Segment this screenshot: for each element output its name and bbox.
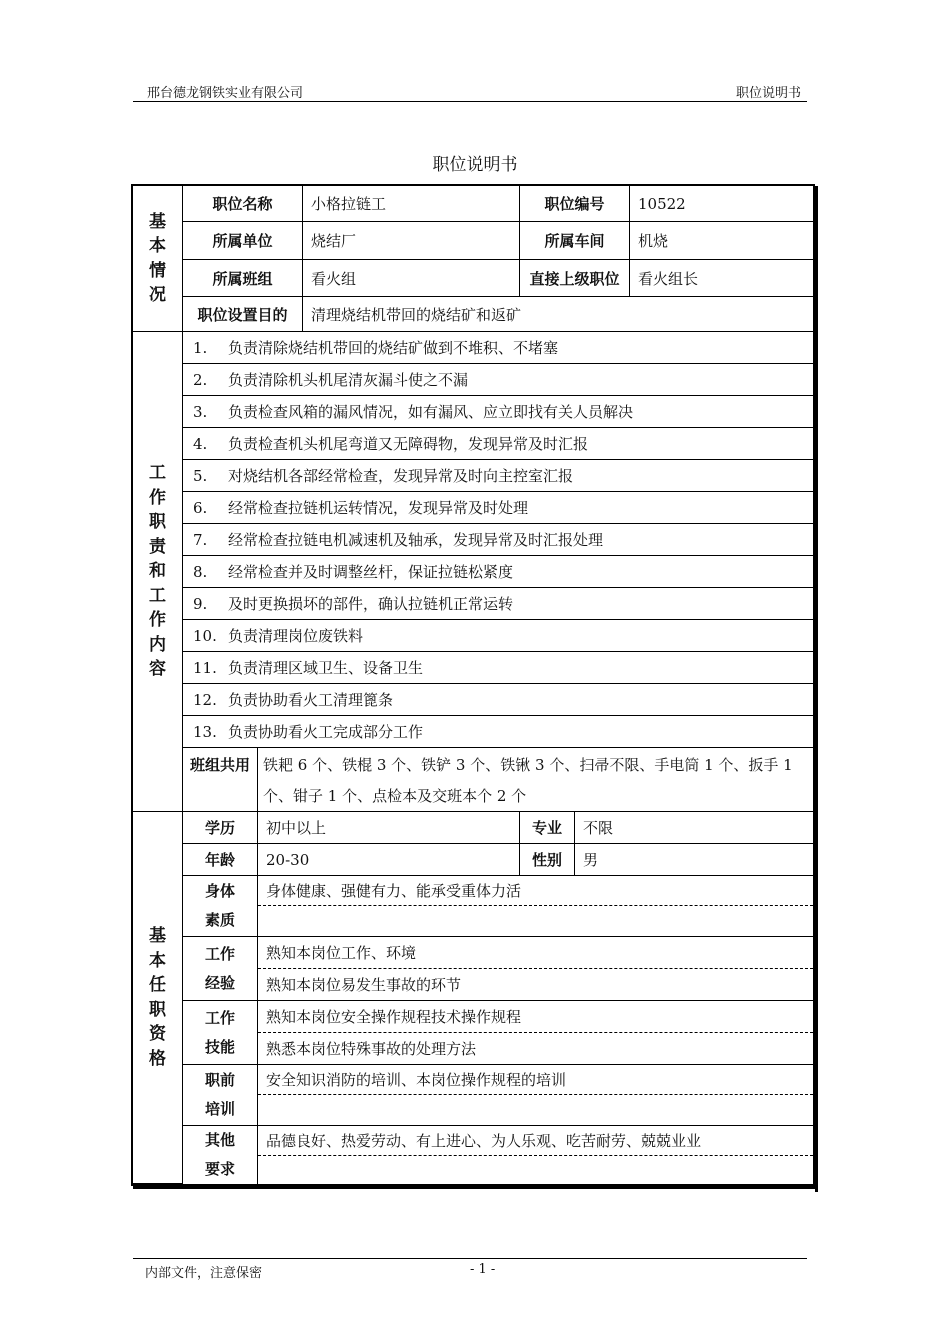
major-label: 专业 <box>520 812 575 844</box>
education-label: 学历 <box>183 812 258 844</box>
gender-value: 男 <box>575 844 813 876</box>
page-title: 职位说明书 <box>432 155 518 175</box>
table-shadow-bottom <box>133 1186 818 1189</box>
physical-quality-line-1: 身体健康、强健有力、能承受重体力活 <box>258 876 813 906</box>
header-rule <box>133 101 807 102</box>
pre-job-training-line-2 <box>258 1095 813 1126</box>
header-doc-type: 职位说明书 <box>736 86 802 101</box>
footer-rule <box>133 1258 807 1259</box>
team-value: 看火组 <box>303 260 520 297</box>
work-skills-line-1: 熟知本岗位安全操作规程技术操作规程 <box>258 1001 813 1033</box>
unit-label: 所属单位 <box>183 222 303 260</box>
team-label: 所属班组 <box>183 260 303 297</box>
duty-item: 2. 负责清除机头机尾清灰漏斗使之不漏 <box>183 364 813 396</box>
position-code-value: 10522 <box>630 186 813 222</box>
workshop-label: 所属车间 <box>520 222 630 260</box>
other-requirements-line-1: 品德良好、热爱劳动、有上进心、为人乐观、吃苦耐劳、兢兢业业 <box>258 1126 813 1156</box>
footer-confidential-note: 内部文件，注意保密 <box>145 1266 263 1281</box>
duty-item: 10. 负责清理岗位废铁料 <box>183 620 813 652</box>
work-experience-line-2: 熟知本岗位易发生事故的环节 <box>258 969 813 1001</box>
superior-label: 直接上级职位 <box>520 260 630 297</box>
header-company: 邢台德龙钢铁实业有限公司 <box>147 86 304 101</box>
gender-label: 性别 <box>520 844 575 876</box>
section-qualifications-label: 基 本 任 职 资 格 <box>133 812 183 1184</box>
other-requirements-line-2 <box>258 1156 813 1184</box>
duty-item: 5. 对烧结机各部经常检查，发现异常及时向主控室汇报 <box>183 460 813 492</box>
duty-item: 8. 经常检查并及时调整丝杆，保证拉链松紧度 <box>183 556 813 588</box>
duty-item: 9. 及时更换损坏的部件，确认拉链机正常运转 <box>183 588 813 620</box>
table-shadow-right <box>815 186 818 1192</box>
education-value: 初中以上 <box>258 812 520 844</box>
physical-quality-label: 身体 素质 <box>183 876 258 937</box>
unit-value: 烧结厂 <box>303 222 520 260</box>
workshop-value: 机烧 <box>630 222 813 260</box>
work-experience-line-1: 熟知本岗位工作、环境 <box>258 937 813 969</box>
section-duties-label: 工 作 职 责 和 工 作 内 容 <box>133 332 183 812</box>
duty-item: 13. 负责协助看火工完成部分工作 <box>183 716 813 748</box>
duty-item: 4. 负责检查机头机尾弯道又无障碍物，发现异常及时汇报 <box>183 428 813 460</box>
footer-page-number: - 1 - <box>470 1262 496 1277</box>
work-skills-line-2: 熟悉本岗位特殊事故的处理方法 <box>258 1033 813 1065</box>
shared-tools-value: 铁耙 6 个、铁棍 3 个、铁铲 3 个、铁锹 3 个、扫帚不限、手电筒 1 个、扳手 1 个、钳子 1 个、点检本及交班本个 2 个 <box>258 748 813 812</box>
shared-tools-label: 班组共用 <box>183 748 258 812</box>
section-basic-label: 基 本 情 况 <box>133 186 183 332</box>
job-description-table <box>131 184 815 1186</box>
pre-job-training-line-1: 安全知识消防的培训、本岗位操作规程的培训 <box>258 1065 813 1095</box>
work-experience-label: 工作 经验 <box>183 937 258 1001</box>
duty-item: 6. 经常检查拉链机运转情况，发现异常及时处理 <box>183 492 813 524</box>
purpose-label: 职位设置目的 <box>183 297 303 332</box>
age-value: 20-30 <box>258 844 520 876</box>
position-name-value: 小格拉链工 <box>303 186 520 222</box>
purpose-value: 清理烧结机带回的烧结矿和返矿 <box>303 297 813 332</box>
superior-value: 看火组长 <box>630 260 813 297</box>
other-requirements-label: 其他 要求 <box>183 1126 258 1184</box>
work-skills-label: 工作 技能 <box>183 1001 258 1065</box>
major-value: 不限 <box>575 812 813 844</box>
duty-item: 3. 负责检查风箱的漏风情况，如有漏风、应立即找有关人员解决 <box>183 396 813 428</box>
duty-item: 7. 经常检查拉链电机减速机及轴承，发现异常及时汇报处理 <box>183 524 813 556</box>
age-label: 年龄 <box>183 844 258 876</box>
physical-quality-line-2 <box>258 906 813 937</box>
duty-item: 1. 负责清除烧结机带回的烧结矿做到不堆积、不堵塞 <box>183 332 813 364</box>
duty-item: 11. 负责清理区域卫生、设备卫生 <box>183 652 813 684</box>
pre-job-training-label: 职前 培训 <box>183 1065 258 1126</box>
position-code-label: 职位编号 <box>520 186 630 222</box>
position-name-label: 职位名称 <box>183 186 303 222</box>
duty-item: 12. 负责协助看火工清理篦条 <box>183 684 813 716</box>
